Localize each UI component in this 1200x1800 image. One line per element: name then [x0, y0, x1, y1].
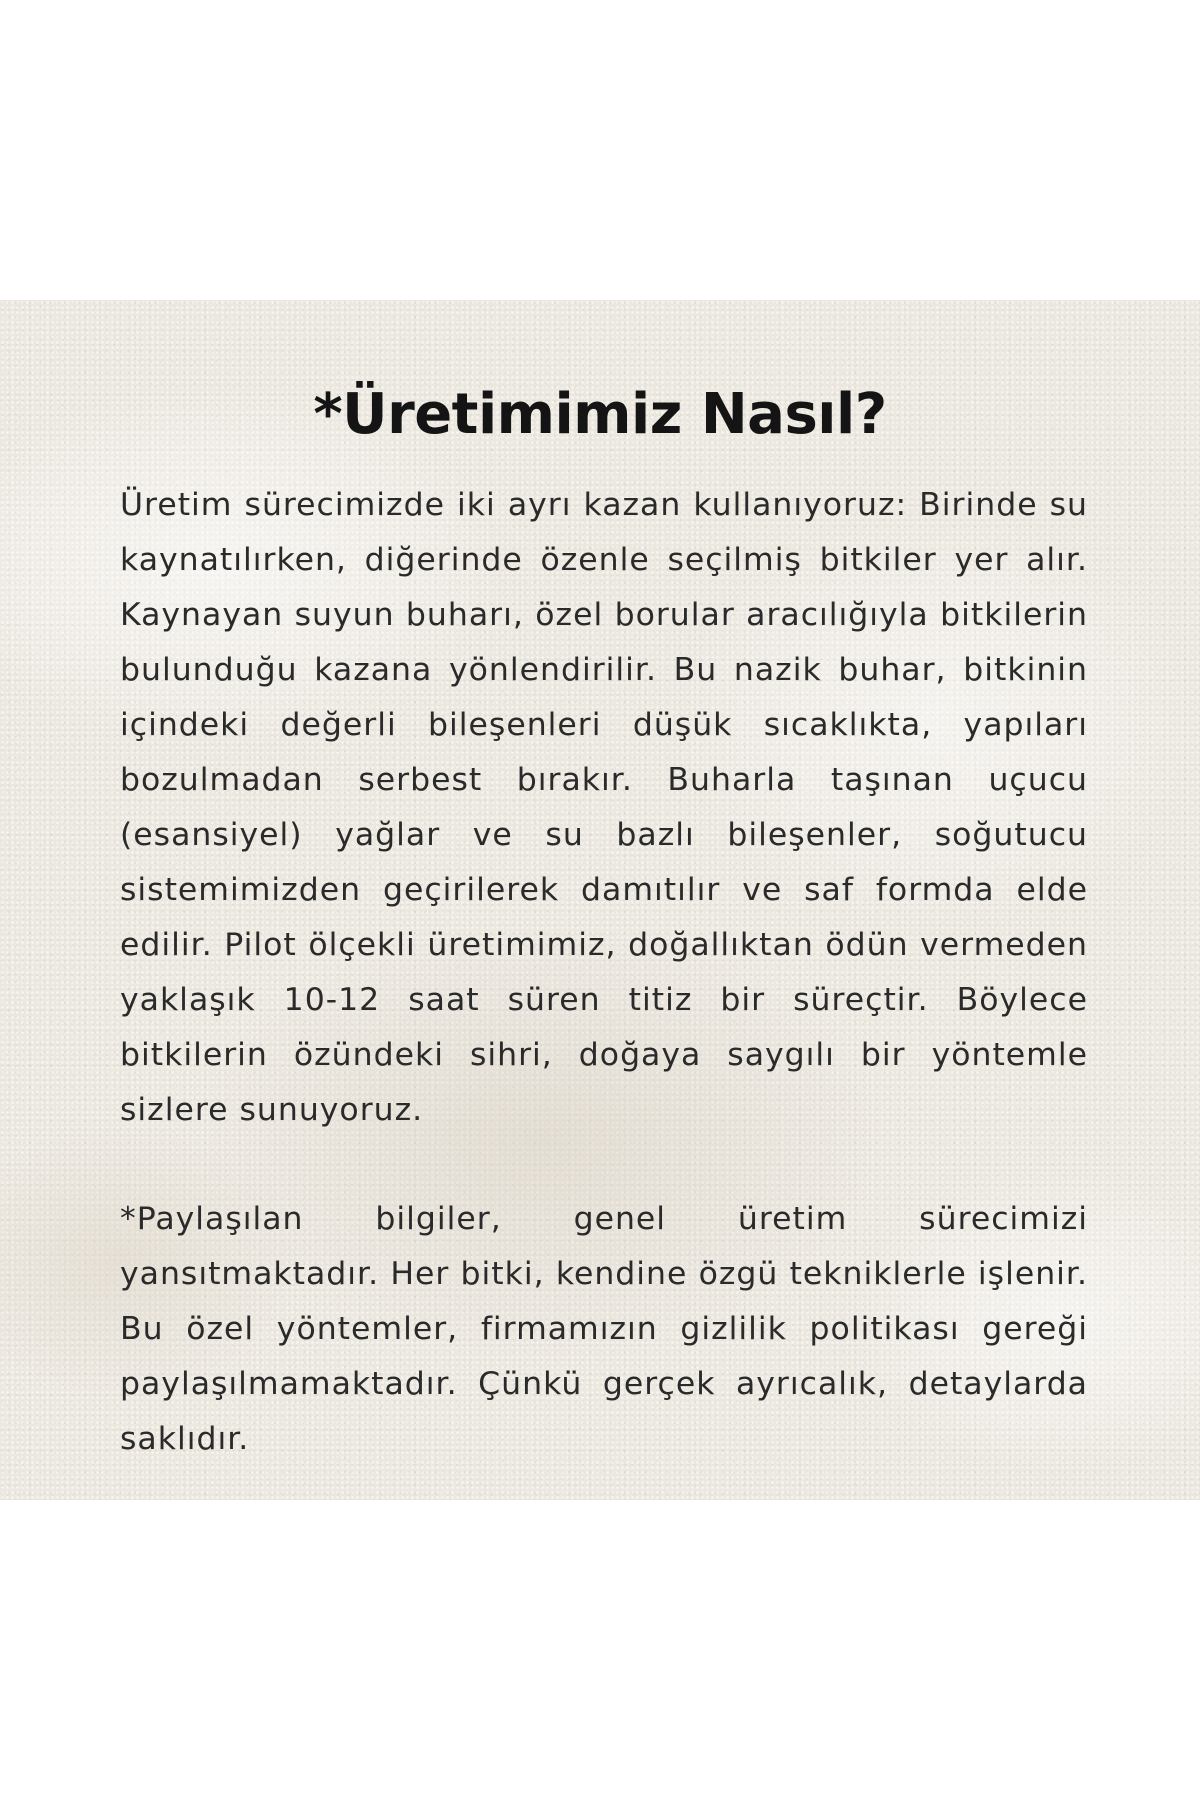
disclaimer-paragraph: *Paylaşılan bilgiler, genel üretim sürecimizi yansıtmaktadır. Her bitki, kendine özgü tekniklerle işlenir. Bu özel yöntemler, firmamızın gizlilik politikası gereği paylaşılmamaktadır. Çünkü gerçek ayrıcalık, detaylarda saklıdır.	[120, 1201, 1088, 1457]
production-process-paragraph: Üretim sürecimizde iki ayrı kazan kullanıyoruz: Birinde su kaynatılırken, diğerinde özenle seçilmiş bitkiler yer alır. Kaynayan suyun buharı, özel borular aracılığıyla bitkilerin bulunduğu kazana yönlendirilir. Bu nazik buhar, bitkinin içindeki değerli bileşenleri düşük sıcaklıkta, yapıları bozulmadan serbest bırakır. Buharla taşınan uçucu (esansiyel) yağlar ve su bazlı bileşenler, soğutucu sistemimizden geçirilerek damıtılır ve saf formda elde edilir. Pilot ölçekli üretimimiz, doğallıktan ödün vermeden yaklaşık 10-12 saat süren titiz bir süreçtir. Böylece bitkilerin özündeki sihri, doğaya saygılı bir yöntemle sizlere sunuyoruz.	[120, 487, 1088, 1128]
page-title: *Üretimimiz Nasıl?	[313, 382, 887, 447]
textured-info-panel	[0, 300, 1200, 1500]
